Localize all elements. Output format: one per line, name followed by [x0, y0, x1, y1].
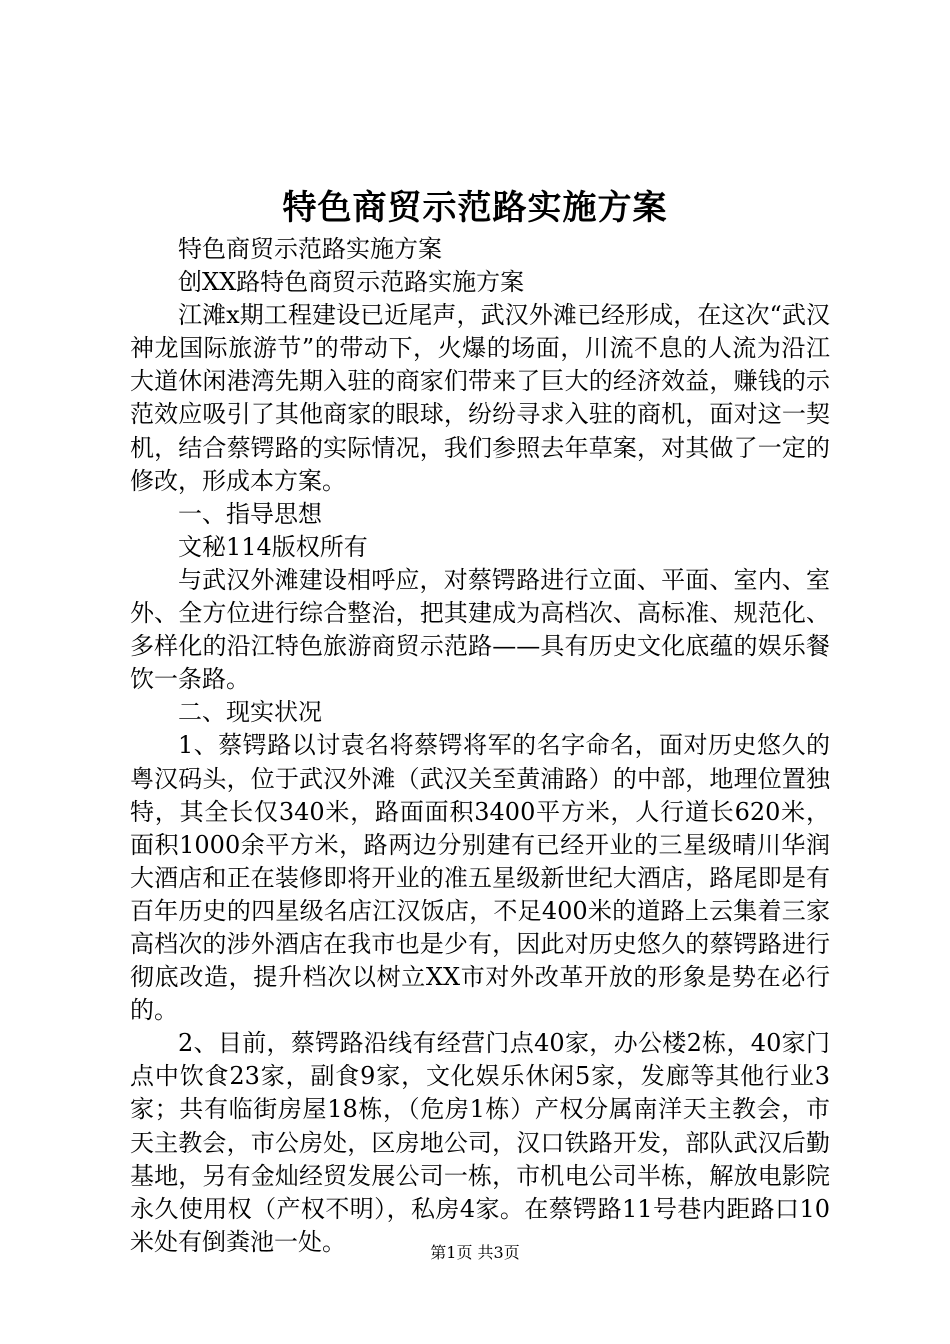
copyright-line: 文秘114版权所有 [178, 532, 368, 561]
document-title: 特色商贸示范路实施方案 [282, 188, 668, 228]
page-footer: 第1页 共3页 [430, 1243, 520, 1262]
section-heading-guiding-idea: 一、指导思想 [178, 499, 322, 528]
guiding-idea-paragraph: 与武汉外滩建设相呼应，对蔡锷路进行立面、平面、室内、室外、全方位进行综合整治，把其建成为高档次、高标准、规范化、多样化的沿江特色旅游商贸示范路——具有历史文化底蕴的娱乐餐饮一条路。 [130, 565, 830, 694]
section-heading-current-status: 二、现实状况 [178, 698, 322, 727]
document-body [130, 233, 830, 1259]
status-paragraph-1: 1、蔡锷路以讨袁名将蔡锷将军的名字命名，面对历史悠久的粤汉码头，位于武汉外滩（武汉关至黄浦路）的中部，地理位置独特，其全长仅340米，路面面积3400平方米，人行道长620米，面积1000余平方米，路两边分别建有已经开业的三星级晴川华润大酒店和正在装修即将开业的准五星级新世纪大酒店，路尾即是有百年历史的四星级名店江汉饭店，不足400米的道路上云集着三家高档次的涉外酒店在我市也是少有，因此对历史悠久的蔡锷路进行彻底改造，提升档次以树立XX市对外改革开放的形象是势在必行的。 [130, 731, 830, 1025]
plan-name-paragraph: 创XX路特色商贸示范路实施方案 [178, 268, 525, 297]
intro-paragraph: 江滩x期工程建设已近尾声，武汉外滩已经形成，在这次“武汉神龙国际旅游节”的带动下，火爆的场面，川流不息的人流为沿江大道休闲港湾先期入驻的商家们带来了巨大的经济效益，赚钱的示范效应吸引了其他商家的眼球，纷纷寻求入驻的商机，面对这一契机，结合蔡锷路的实际情况，我们参照去年草案，对其做了一定的修改，形成本方案。 [130, 301, 830, 495]
subtitle-paragraph: 特色商贸示范路实施方案 [178, 235, 442, 263]
status-paragraph-2: 2、目前，蔡锷路沿线有经营门点40家，办公楼2栋，40家门点中饮食23家，副食9家，文化娱乐休闲5家，发廊等其他行业3家；共有临街房屋18栋，（危房1栋）产权分属南洋天主教会，市天主教会，市公房处，区房地公司，汉口铁路开发，部队武汉后勤基地，另有金灿经贸发展公司一栋，市机电公司半栋，解放电影院永久使用权（产权不明），私房4家。在蔡锷路11号巷内距路口10米处有倒粪池一处。 [130, 1029, 830, 1256]
